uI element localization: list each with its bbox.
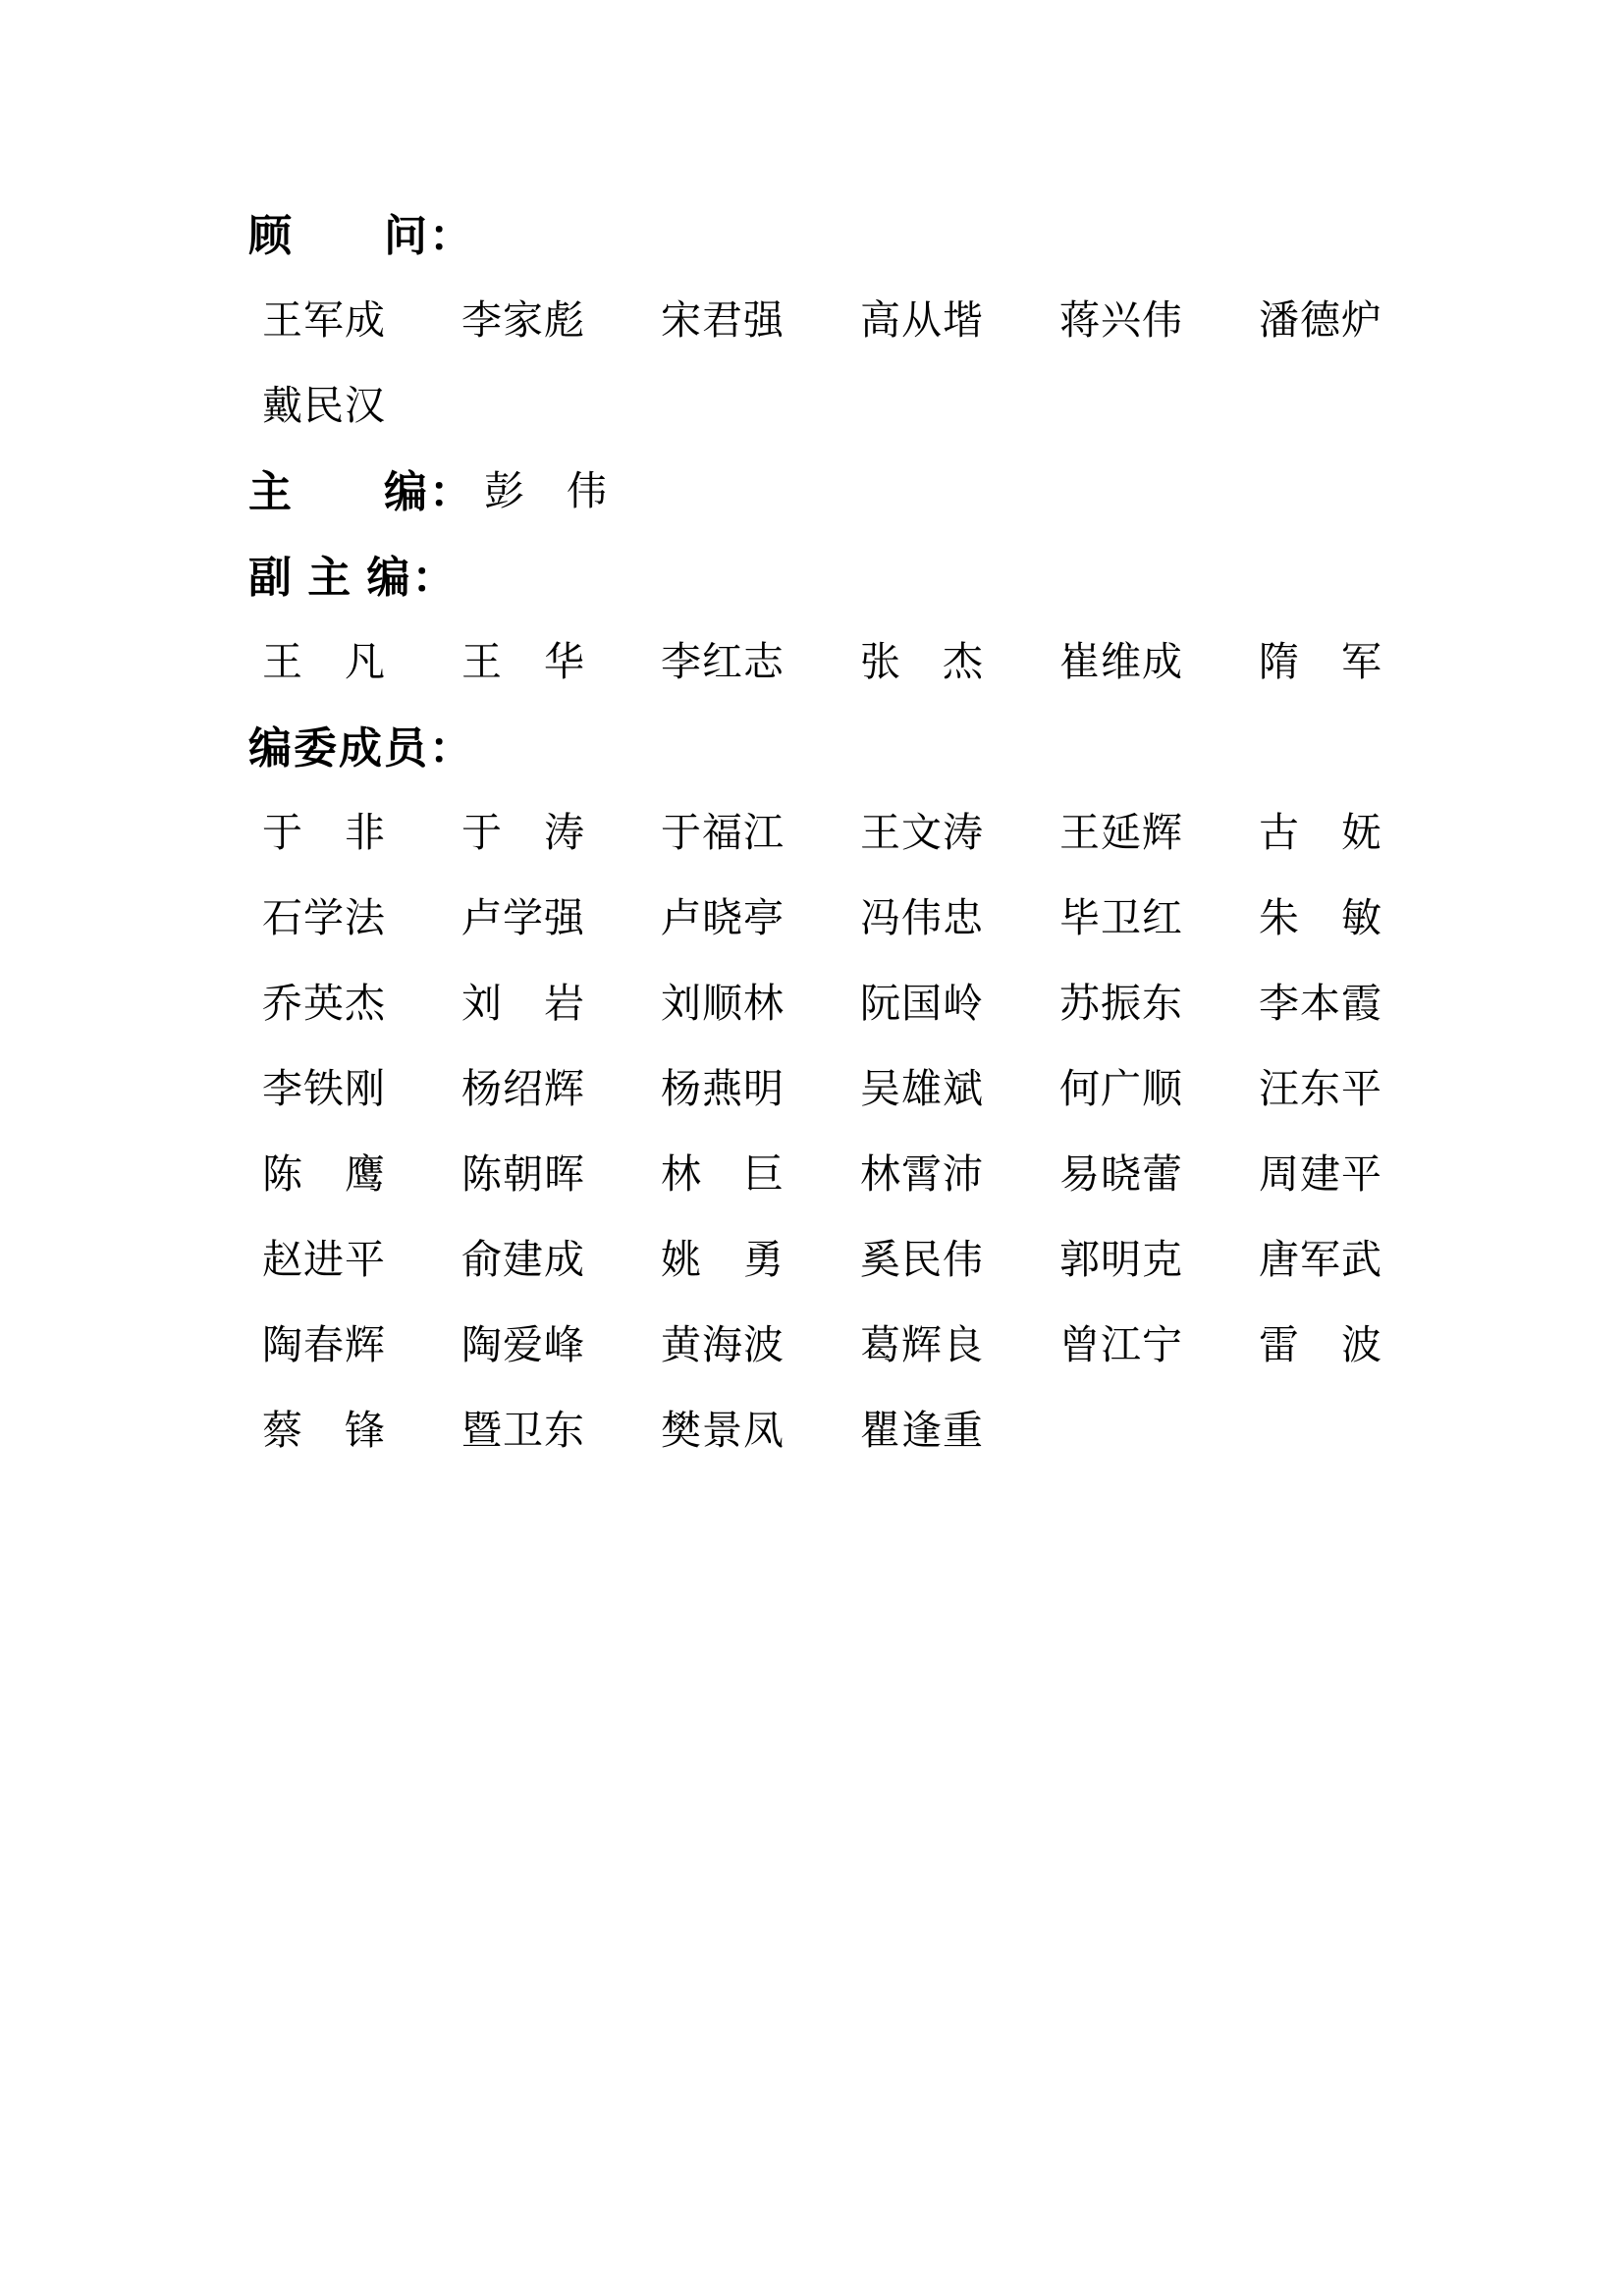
deputy-editor-name: 张 杰 [860,638,984,685]
board-member-name: 瞿逢重 [860,1407,984,1454]
board-member-name: 卢晓亭 [661,894,785,941]
board-member-name: 陈朝晖 [461,1150,585,1198]
board-member-name: 刘顺林 [661,980,785,1027]
deputy-editor-name: 王 华 [461,638,585,685]
board-member-name: 石学法 [262,894,386,941]
board-member-name: 樊景凤 [661,1407,785,1454]
board-member-name: 雷 波 [1259,1321,1382,1368]
board-members-row [262,1128,1458,1213]
advisors-heading: 顾 问： [248,211,474,260]
chief-editor-heading: 主 编： [248,467,474,516]
board-member-name: 于福江 [661,809,785,856]
editorial-board-list [248,188,1458,1469]
board-member-name: 李本霞 [1259,980,1382,1027]
board-member-name: 于 涛 [461,809,585,856]
advisor-name: 潘德炉 [1259,296,1382,344]
board-member-name: 毕卫红 [1059,894,1183,941]
advisor-name: 高从堦 [860,296,984,344]
board-members-row [262,1384,1458,1469]
board-members-row [262,786,1458,872]
board-member-name: 姚 勇 [661,1236,785,1283]
board-members-row [262,1299,1458,1384]
advisor-name: 戴民汉 [262,382,386,429]
board-member-name: 暨卫东 [461,1407,585,1454]
board-member-name: 杨绍辉 [461,1065,585,1112]
board-member-name: 阮国岭 [860,980,984,1027]
board-member-name: 林霄沛 [860,1150,984,1198]
advisors-row-1 [262,274,1458,359]
chief-editor-line [248,445,1458,530]
board-members-row [262,957,1458,1042]
board-member-name: 乔英杰 [262,980,386,1027]
board-members-heading: 编委成员： [248,723,474,773]
board-member-name: 王文涛 [860,809,984,856]
deputy-editor-name: 王 凡 [262,638,386,685]
deputy-editors-row [262,615,1458,701]
deputy-editor-name: 李红志 [661,638,785,685]
board-member-name: 曾江宁 [1059,1321,1183,1368]
board-member-name: 杨燕明 [661,1065,785,1112]
board-member-name: 刘 岩 [461,980,585,1027]
advisor-name: 王军成 [262,296,386,344]
board-member-name: 易晓蕾 [1059,1150,1183,1198]
board-members-row [262,1213,1458,1299]
board-member-name: 王延辉 [1059,809,1183,856]
board-member-name: 陈 鹰 [262,1150,386,1198]
board-members-row [262,1042,1458,1128]
board-member-name: 林 巨 [661,1150,785,1198]
board-member-name: 奚民伟 [860,1236,984,1283]
board-member-name: 蔡 锋 [262,1407,386,1454]
board-member-name: 古 妩 [1259,809,1382,856]
advisor-name: 宋君强 [661,296,785,344]
board-member-name: 陶春辉 [262,1321,386,1368]
board-member-name: 郭明克 [1059,1236,1183,1283]
board-member-name: 俞建成 [461,1236,585,1283]
deputy-editor-name: 崔维成 [1059,638,1183,685]
advisor-name: 李家彪 [461,296,585,344]
deputy-editors-heading: 副 主 编： [248,553,458,602]
board-member-name: 唐军武 [1259,1236,1382,1283]
board-member-name: 朱 敏 [1259,894,1382,941]
chief-editor-name: 彭 伟 [484,467,608,514]
deputy-editor-name: 隋 军 [1259,638,1382,685]
board-member-name: 周建平 [1259,1150,1382,1198]
board-member-name: 赵进平 [262,1236,386,1283]
board-member-name: 何广顺 [1059,1065,1183,1112]
board-member-name: 黄海波 [661,1321,785,1368]
board-member-name: 汪东平 [1259,1065,1382,1112]
board-member-name: 吴雄斌 [860,1065,984,1112]
board-member-name: 陶爱峰 [461,1321,585,1368]
board-members-row [262,872,1458,957]
board-member-name: 李铁刚 [262,1065,386,1112]
board-member-name: 葛辉良 [860,1321,984,1368]
board-member-name: 卢学强 [461,894,585,941]
board-member-name: 冯伟忠 [860,894,984,941]
advisors-row-2 [262,359,1458,445]
board-member-name: 于 非 [262,809,386,856]
board-member-name: 苏振东 [1059,980,1183,1027]
advisor-name: 蒋兴伟 [1059,296,1183,344]
